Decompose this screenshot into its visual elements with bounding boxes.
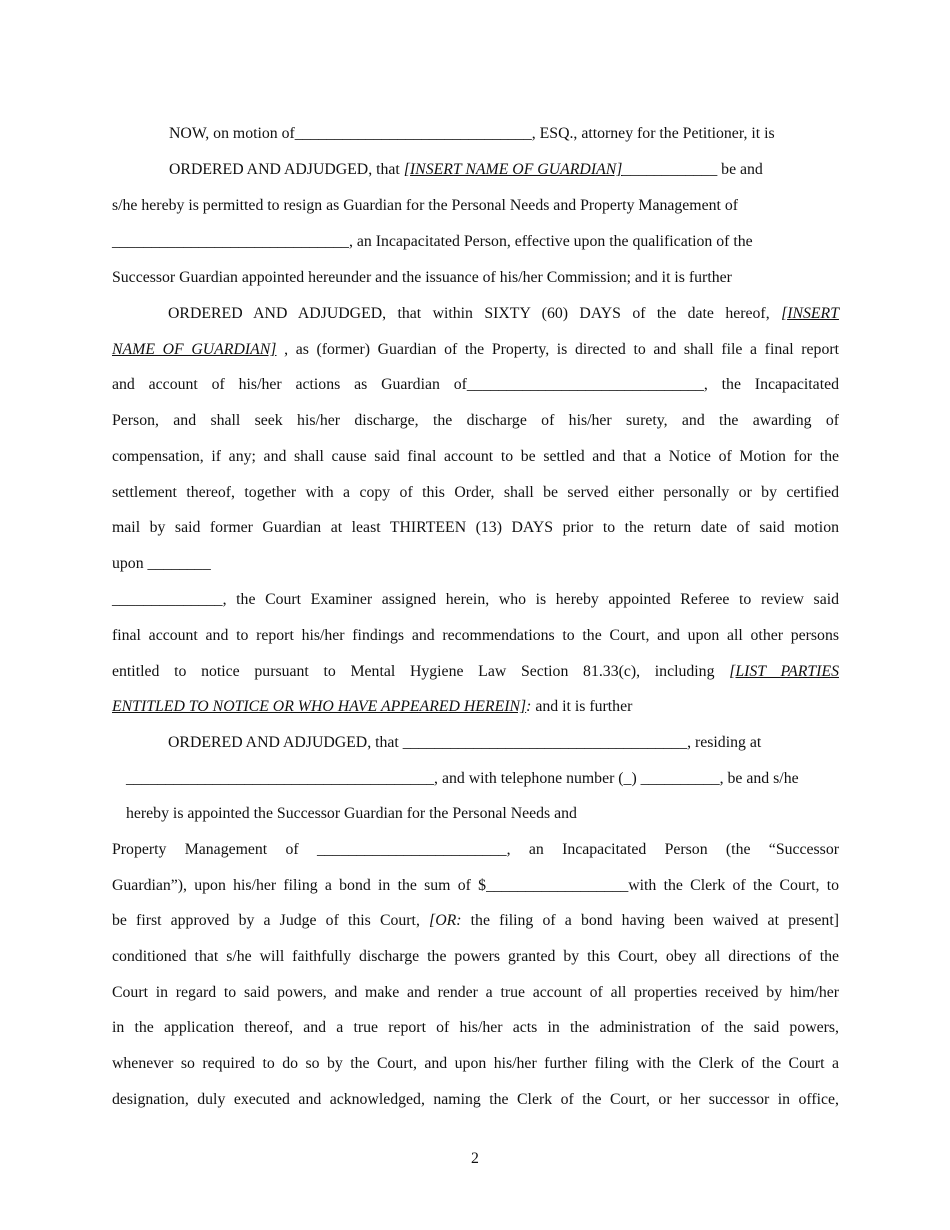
p3-text-11: designation, duly executed and acknowledged, naming the Clerk of the Court, or her successor in office,	[112, 1091, 839, 1108]
p2-line-6	[112, 483, 839, 503]
p2-text-9: ______________, the Court Examiner assigned herein, who is hereby appointed Referee to review said	[112, 591, 839, 608]
p1-line-4	[112, 232, 792, 252]
p2-line-8	[112, 554, 839, 574]
p2-line-10	[112, 626, 839, 646]
p2-text-4: Person, and shall seek his/her discharge, the discharge of his/her surety, and the awarding of	[112, 412, 839, 429]
p3-text-1: ORDERED AND ADJUDGED, that ____________________________________, residing at	[168, 734, 762, 751]
p3-text-7: conditioned that s/he will faithfully discharge the powers granted by this Court, obey all directions of the	[112, 948, 839, 965]
p2-text-3: and account of his/her actions as Guardian of______________________________, the Incapacitated	[112, 376, 839, 393]
p3-line-5	[112, 876, 839, 896]
p1-line-1	[169, 124, 809, 144]
p2-text-7: mail by said former Guardian at least THIRTEEN (13) DAYS prior to the return date of said motion	[112, 519, 839, 536]
p2-text-8: upon ________	[112, 555, 211, 572]
p2-line-7	[112, 518, 839, 538]
p2-text-2b: , as (former) Guardian of the Property, is directed to and shall file a final report	[276, 341, 839, 358]
guardian-name-blank: ____________	[622, 161, 718, 178]
p3-line-2	[126, 769, 838, 789]
p3-line-4	[112, 840, 839, 860]
p2-line-9	[112, 590, 839, 610]
p3-line-3	[126, 804, 726, 824]
p1-text-2a: ORDERED AND ADJUDGED, that	[169, 161, 404, 178]
p2-line-12	[112, 697, 839, 717]
p2-line-2	[112, 340, 839, 360]
p2-text-1a: ORDERED AND ADJUDGED, that within SIXTY (60) DAYS of the date hereof,	[168, 305, 782, 322]
p3-text-6a: be first approved by a Judge of this Court,	[112, 912, 430, 929]
p3-text-10: whenever so required to do so by the Court, and upon his/her further filing with the Clerk of the Court a	[112, 1055, 839, 1072]
p1-text-4: ______________________________, an Incapacitated Person, effective upon the qualification of the	[112, 233, 753, 250]
p3-text-6c: the filing of a bond having been waived at present]	[461, 912, 839, 929]
p3-line-10	[112, 1054, 839, 1074]
list-parties-placeholder-start: [LIST PARTIES	[729, 663, 839, 680]
p2-line-3	[112, 375, 839, 395]
p1-text-1: NOW, on motion of______________________________, ESQ., attorney for the Petitioner, it is	[169, 125, 775, 142]
p3-line-8	[112, 983, 839, 1003]
p3-line-9	[112, 1018, 839, 1038]
p1-text-5: Successor Guardian appointed hereunder and the issuance of his/her Commission; and it is further	[112, 269, 732, 286]
p3-line-7	[112, 947, 839, 967]
p3-text-2: _______________________________________, and with telephone number (_) __________, be and s/he	[126, 770, 799, 787]
page-number: 2	[471, 1150, 479, 1167]
p2-text-11a: entitled to notice pursuant to Mental Hygiene Law Section 81.33(c), including	[112, 663, 730, 680]
p3-line-6	[112, 911, 839, 931]
p2-colon: :	[526, 698, 532, 715]
p2-guardian-placeholder: NAME OF GUARDIAN]	[112, 341, 277, 358]
p2-line-1	[168, 304, 839, 324]
p2-insert-placeholder: [INSERT	[781, 305, 839, 322]
p1-line-2	[169, 160, 809, 180]
p3-text-8: Court in regard to said powers, and make and render a true account of all properties received by him/her	[112, 984, 839, 1001]
p3-text-9: in the application thereof, and a true report of his/her acts in the administration of the said powers,	[112, 1019, 839, 1036]
p1-text-3: s/he hereby is permitted to resign as Guardian for the Personal Needs and Property Management of	[112, 197, 738, 214]
p3-line-1	[168, 733, 808, 753]
p3-text-3: hereby is appointed the Successor Guardian for the Personal Needs and	[126, 805, 577, 822]
guardian-name-placeholder: [INSERT NAME OF GUARDIAN]	[403, 161, 623, 178]
p2-text-6: settlement thereof, together with a copy of this Order, shall be served either personally or by certified	[112, 484, 839, 501]
p3-or-italic: [OR:	[429, 912, 462, 929]
p2-text-10: final account and to report his/her findings and recommendations to the Court, and upon all other persons	[112, 627, 839, 644]
list-parties-placeholder-end: ENTITLED TO NOTICE OR WHO HAVE APPEARED HEREIN]	[112, 698, 527, 715]
p3-text-4: Property Management of ________________________, an Incapacitated Person (the “Successor	[112, 841, 839, 858]
p2-line-11	[112, 662, 839, 682]
p3-text-5: Guardian”), upon his/her filing a bond in the sum of $__________________with the Clerk of the Court, to	[112, 877, 839, 894]
p2-line-4	[112, 411, 839, 431]
p2-text-5: compensation, if any; and shall cause said final account to be settled and that a Notice of Motion for the	[112, 448, 839, 465]
p2-text-12c: and it is further	[531, 698, 633, 715]
p1-line-3	[112, 196, 792, 216]
p3-line-11	[112, 1090, 839, 1110]
p1-text-2d: be and	[717, 161, 763, 178]
p2-line-5	[112, 447, 839, 467]
p1-line-5	[112, 268, 792, 288]
